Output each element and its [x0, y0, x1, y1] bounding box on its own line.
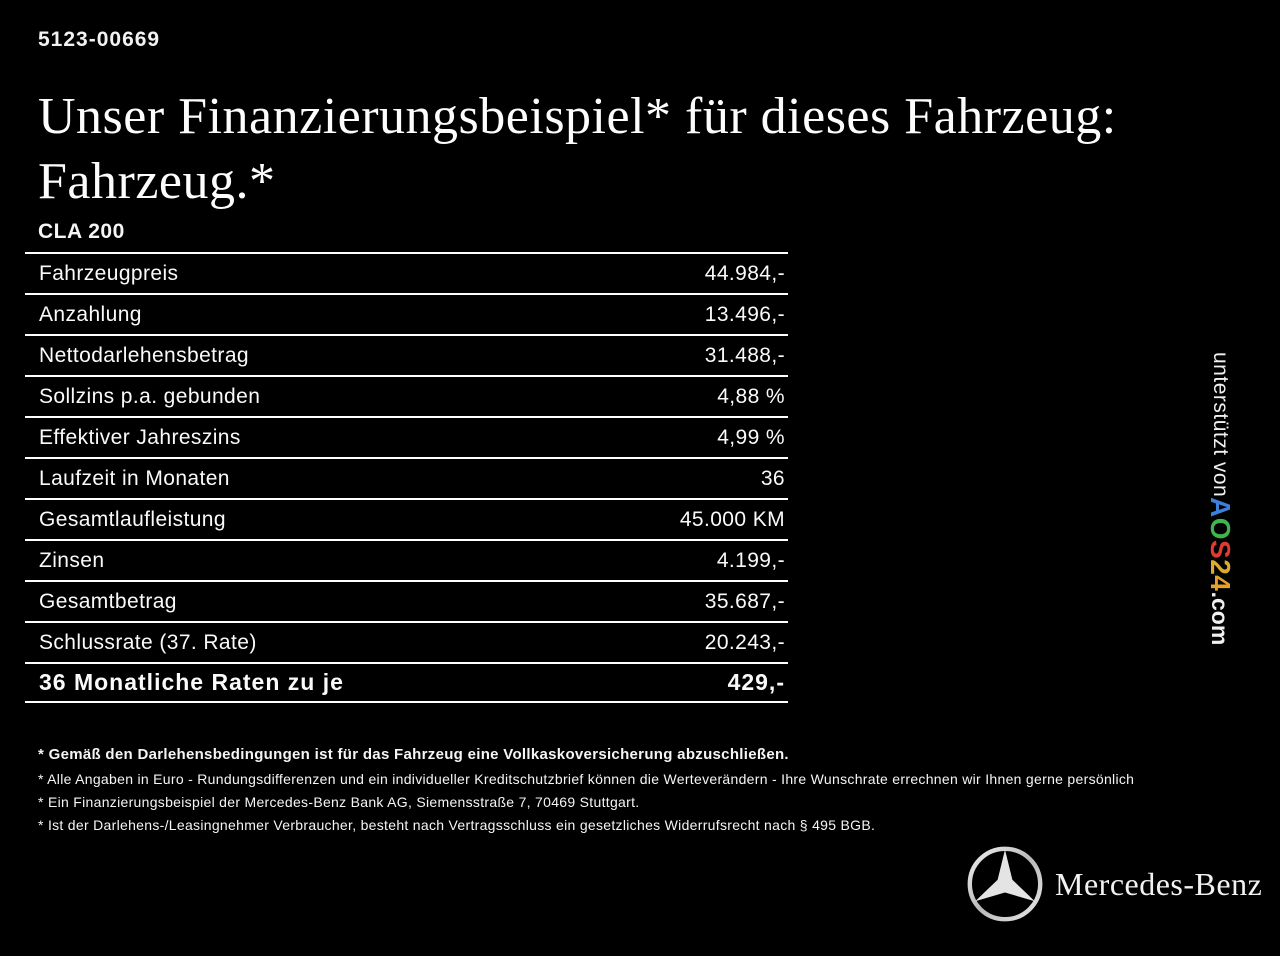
row-label: Gesamtlaufleistung [39, 507, 226, 531]
page-title [38, 84, 1117, 214]
row-label: Gesamtbetrag [39, 589, 177, 613]
row-value: 44.984,- [704, 261, 785, 285]
total-row-label: 36 Monatliche Raten zu je [39, 669, 344, 695]
finance-table [25, 252, 788, 703]
aos24-letter: 2 [1205, 559, 1236, 576]
table-row [25, 621, 788, 662]
row-value: 35.687,- [704, 589, 785, 613]
row-value: 36 [760, 466, 785, 490]
table-row [25, 375, 788, 416]
supporter-credit-domain: .com [1207, 591, 1233, 646]
row-label: Sollzins p.a. gebunden [39, 384, 261, 408]
footnote-line: * Ist der Darlehens-/Leasingnehmer Verbraucher, besteht nach Vertragsschluss ein gesetzliches Widerrufsrecht nach § 495 BGB. [38, 817, 876, 833]
supporter-credit [1204, 352, 1236, 712]
vehicle-model-label: CLA 200 [38, 220, 125, 243]
row-value: 45.000 KM [679, 507, 785, 531]
row-value: 13.496,- [704, 302, 785, 326]
row-label: Laufzeit in Monaten [39, 466, 230, 490]
page-title-line-2: Fahrzeug.* [38, 153, 276, 210]
footnote-line: * Gemäß den Darlehensbedingungen ist für das Fahrzeug eine Vollkaskoversicherung abzuschließen. [38, 746, 789, 763]
total-row-value: 429,- [727, 669, 785, 695]
aos24-logo [1205, 497, 1236, 591]
aos24-letter: S [1205, 540, 1236, 560]
table-row [25, 416, 788, 457]
aos24-letter: A [1205, 497, 1236, 518]
row-label: Nettodarlehensbetrag [39, 343, 249, 367]
row-value: 31.488,- [704, 343, 785, 367]
table-row [25, 539, 788, 580]
mercedes-benz-wordmark: Mercedes-Benz [1055, 865, 1263, 902]
footnote-line: * Ein Finanzierungsbeispiel der Mercedes-Benz Bank AG, Siemensstraße 7, 70469 Stuttgart. [38, 794, 640, 810]
table-row [25, 293, 788, 334]
mercedes-star-icon [965, 844, 1045, 924]
footnotes [38, 746, 1238, 840]
row-label: Zinsen [39, 548, 105, 572]
row-label: Effektiver Jahreszins [39, 425, 241, 449]
row-label: Schlussrate (37. Rate) [39, 630, 257, 654]
table-row [25, 580, 788, 621]
page-title-line-1: Unser Finanzierungsbeispiel* für dieses Fahrzeug: [38, 88, 1117, 145]
aos24-letter: O [1205, 517, 1236, 541]
row-label: Fahrzeugpreis [39, 261, 179, 285]
row-value: 4,88 % [717, 384, 785, 408]
row-value: 20.243,- [704, 630, 785, 654]
footnote-line: * Alle Angaben in Euro - Rundungsdifferenzen und ein individueller Kreditschutzbrief können die Werteverändern - Ihre Wunschrate errechnen wir Ihnen gerne persönlich [38, 771, 1135, 787]
table-row [25, 252, 788, 293]
row-value: 4.199,- [716, 548, 785, 572]
table-row [25, 334, 788, 375]
table-row [25, 457, 788, 498]
brand-footer [965, 842, 1265, 926]
supporter-credit-text: unterstützt von [1209, 352, 1232, 498]
table-row [25, 498, 788, 539]
total-row [25, 662, 788, 703]
row-label: Anzahlung [39, 302, 142, 326]
document-id: 5123-00669 [38, 28, 161, 51]
row-value: 4,99 % [717, 425, 785, 449]
aos24-letter: 4 [1205, 575, 1236, 592]
